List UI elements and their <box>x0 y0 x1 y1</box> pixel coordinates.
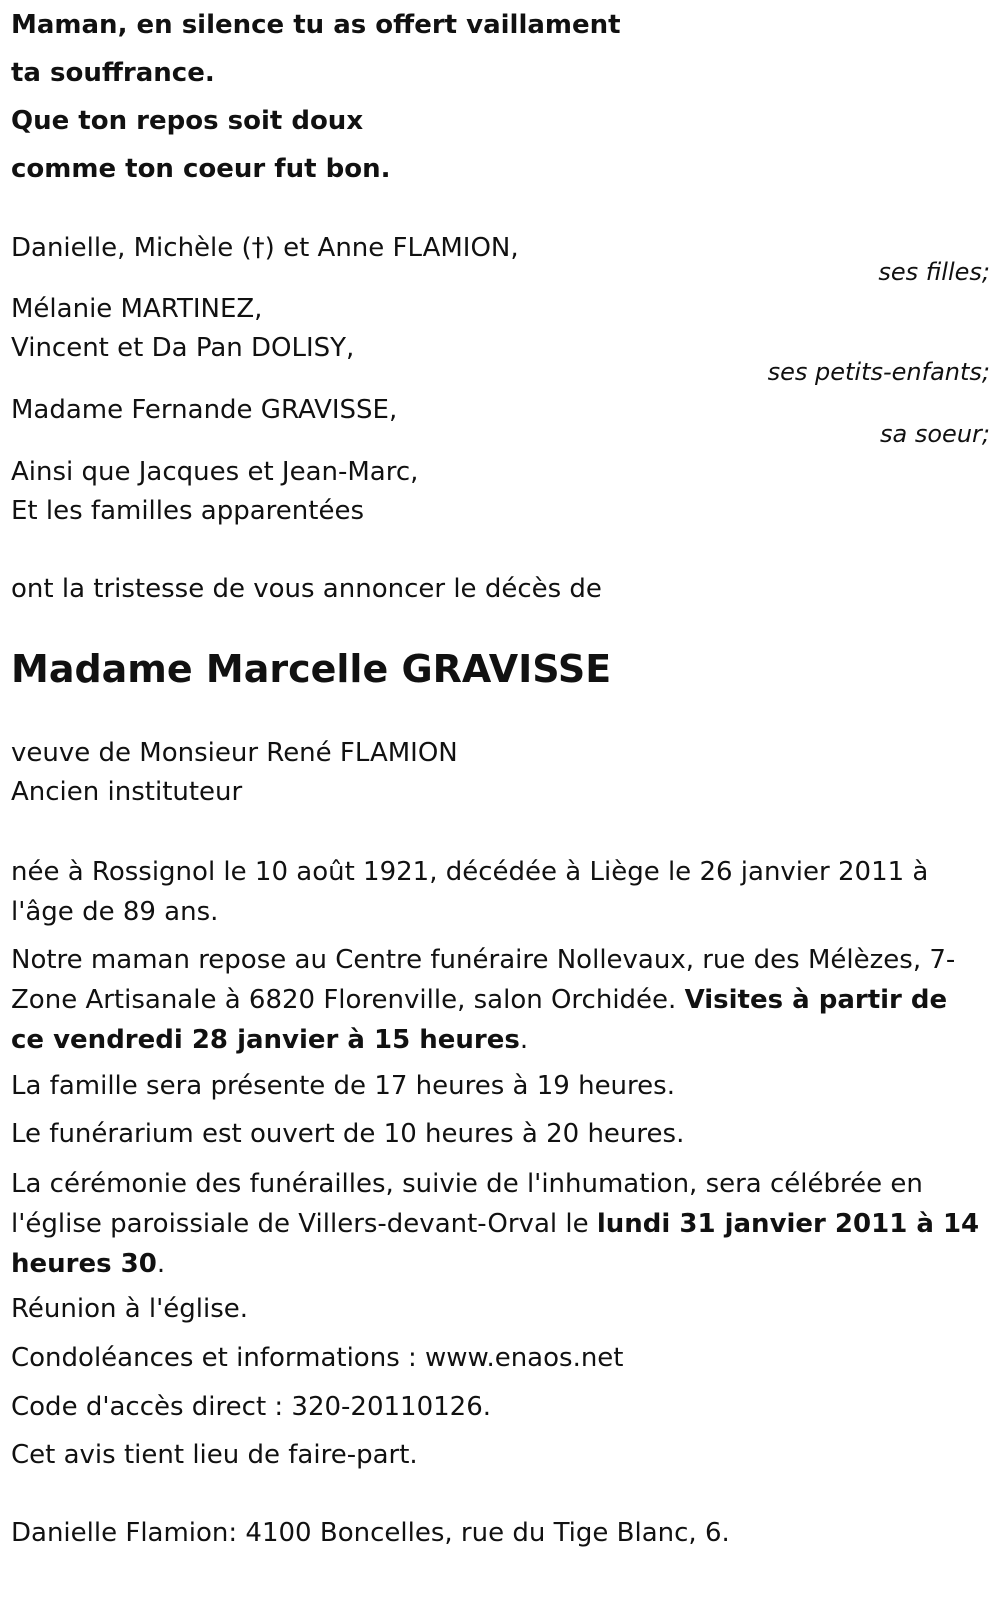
contact-address: Danielle Flamion: 4100 Boncelles, rue du Tige Blanc, 6. <box>11 1518 730 1548</box>
ceremony-datetime: lundi 31 janvier 2011 à 14 heures 30 <box>11 1209 980 1279</box>
announcement-text: ont la tristesse de vous annoncer le décès de <box>11 574 602 604</box>
rest-place-end: . <box>519 1025 529 1055</box>
others-line-1: Ainsi que Jacques et Jean-Marc, <box>11 457 419 487</box>
rest-place-paragraph <box>11 940 986 1060</box>
daughters-names: Danielle, Michèle (†) et Anne FLAMION, <box>11 233 519 263</box>
daughters-role: ses filles; <box>878 258 990 286</box>
ceremony-end: . <box>156 1249 166 1279</box>
birth-death-paragraph: née à Rossignol le 10 août 1921, décédée à Liège le 26 janvier 2011 à l'âge de 89 ans. <box>11 857 929 927</box>
family-presence: La famille sera présente de 17 heures à 19 heures. <box>11 1071 675 1101</box>
grandchild-names-2: Vincent et Da Pan DOLISY, <box>11 333 355 363</box>
grandchild-names-1: Mélanie MARTINEZ, <box>11 294 263 324</box>
poem-line-1: Maman, en silence tu as offert vaillament <box>11 10 621 40</box>
visits-info: Visites à partir de ce vendredi 28 janvier à 15 heures <box>11 985 948 1055</box>
rest-place-text: Notre maman repose au Centre funéraire Nollevaux, rue des Mélèzes, 7-Zone Artisanale à 6820 Florenville, salon Orchidée. <box>11 945 956 1015</box>
meeting-info: Réunion à l'église. <box>11 1294 249 1324</box>
sister-role: sa soeur; <box>880 420 990 448</box>
access-code: Code d'accès direct : 320-20110126. <box>11 1392 492 1422</box>
condolences-info: Condoléances et informations : www.enaos.net <box>11 1343 624 1373</box>
poem-line-2: ta souffrance. <box>11 58 215 88</box>
others-line-2: Et les familles apparentées <box>11 496 365 526</box>
poem-line-3: Que ton repos soit doux <box>11 106 364 136</box>
profession: Ancien instituteur <box>11 777 243 807</box>
notice-text: Cet avis tient lieu de faire-part. <box>11 1440 418 1470</box>
funerarium-hours: Le funérarium est ouvert de 10 heures à 20 heures. <box>11 1119 685 1149</box>
deceased-name: Madame Marcelle GRAVISSE <box>11 647 612 691</box>
grandchildren-role: ses petits-enfants; <box>767 358 990 386</box>
poem-line-4: comme ton coeur fut bon. <box>11 154 391 184</box>
widow-of: veuve de Monsieur René FLAMION <box>11 738 458 768</box>
sister-name: Madame Fernande GRAVISSE, <box>11 395 398 425</box>
ceremony-paragraph <box>11 1164 986 1284</box>
ceremony-text: La cérémonie des funérailles, suivie de l'inhumation, sera célébrée en l'église paroissiale de Villers-devant-Orval le <box>11 1169 923 1239</box>
